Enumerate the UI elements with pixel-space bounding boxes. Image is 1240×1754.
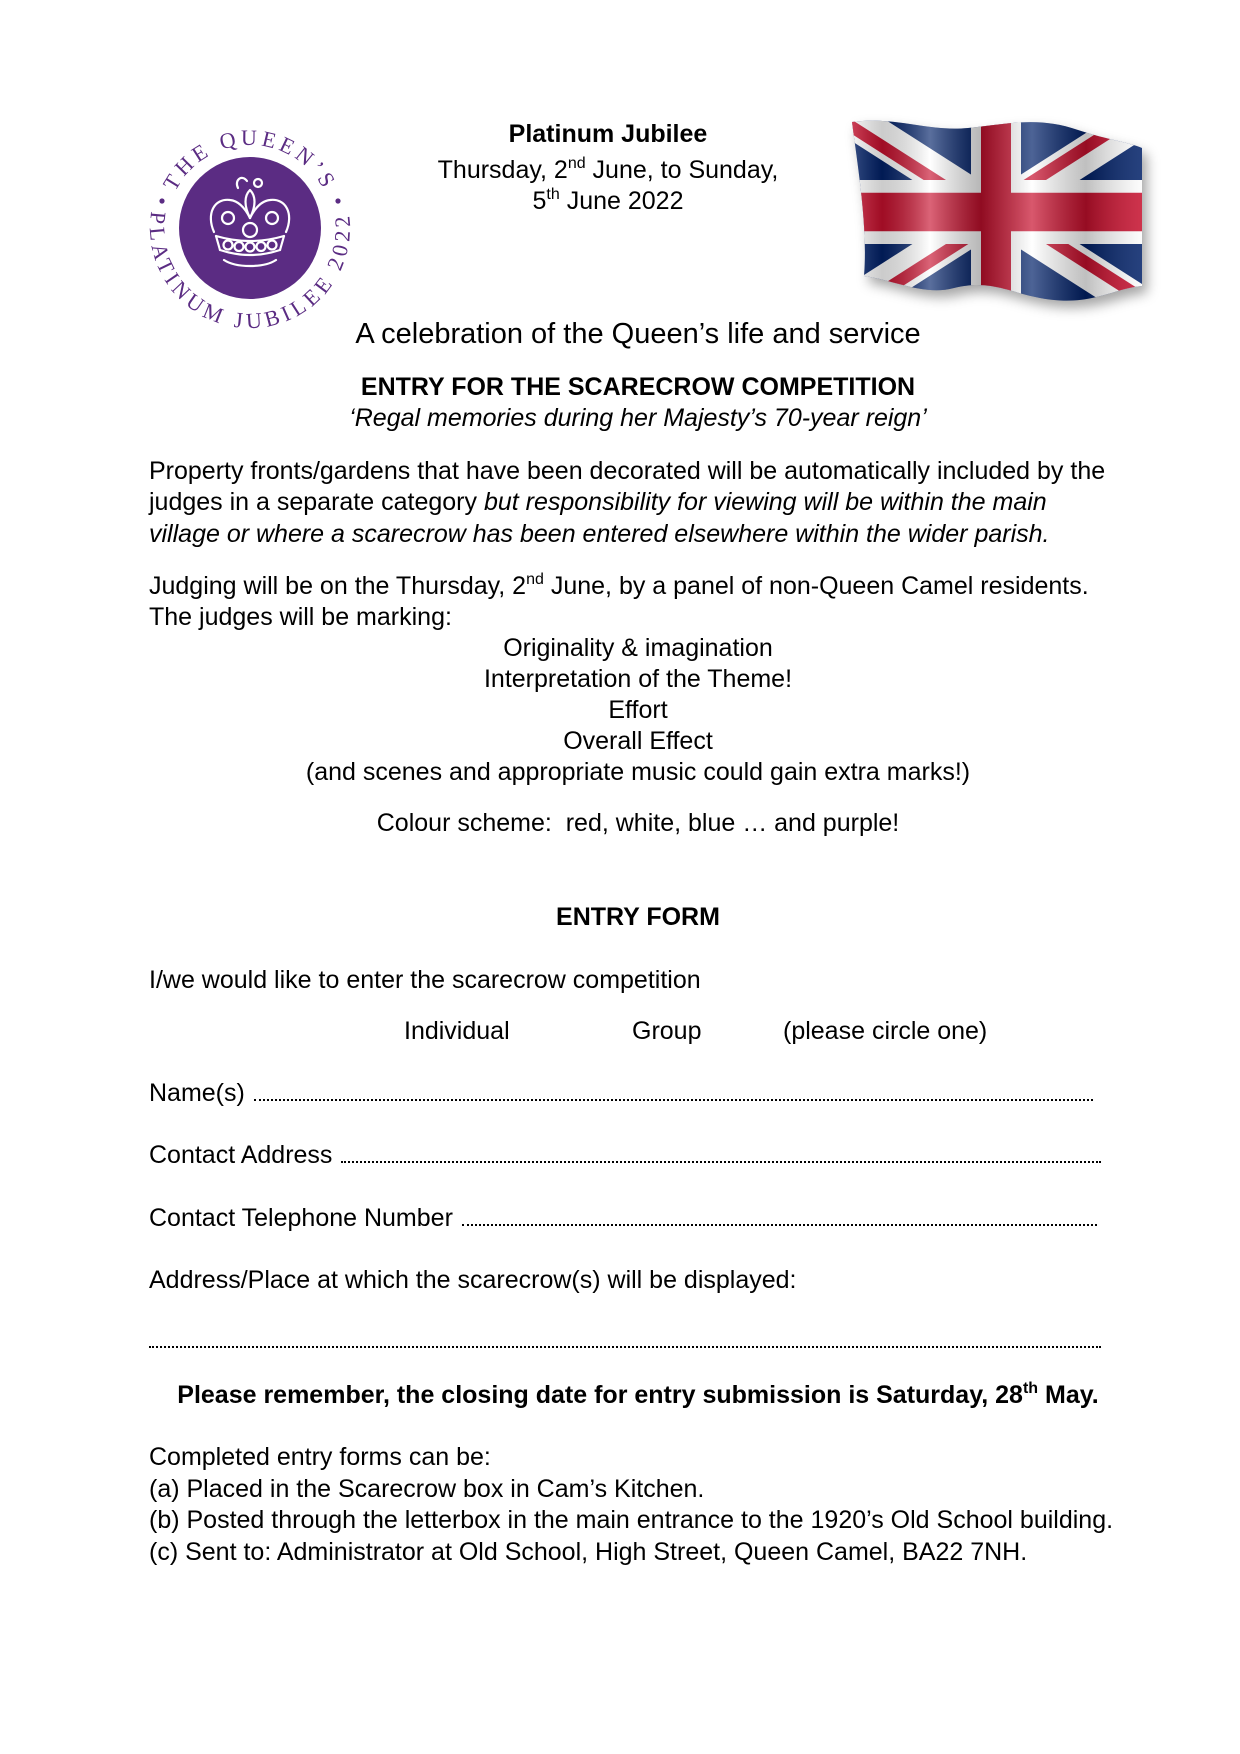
closing-ordinal: th [1022,1380,1039,1397]
entry-form-intro: I/we would like to enter the scarecrow competition [149,966,701,994]
contact-telephone-label: Contact Telephone Number [149,1204,453,1232]
judging-line-2: The judges will be marking: [149,603,452,631]
closing-date-reminder [149,1380,1127,1411]
criteria-item: Overall Effect [563,727,713,755]
celebration-heading: A celebration of the Queen’s life and service [355,318,921,350]
entry-form-heading: ENTRY FORM [556,903,720,931]
closing-text-start: Please remember, the closing date for entry submission is Saturday, 28 [177,1381,1023,1409]
display-place-label: Address/Place at which the scarecrow(s) will be displayed: [149,1266,797,1294]
intro-line-1: Property fronts/gardens that have been decorated will be automatically included by the [149,457,1106,485]
names-field [149,1078,1093,1109]
dates-ordinal: th [546,186,560,203]
event-dates-line-1 [408,155,808,186]
contact-telephone-fill-line [462,1223,1097,1226]
submission-option: (c) Sent to: Administrator at Old School, High Street, Queen Camel, BA22 7NH. [149,1538,1028,1566]
emblem-disc [179,157,321,299]
closing-text-end: May. [1038,1381,1099,1409]
judging-ordinal: nd [526,571,544,588]
dates-text-end: June, to Sunday, [585,156,779,184]
display-place-fill-line [149,1345,1101,1348]
competition-theme: ‘Regal memories during her Majesty’s 70-year reign’ [349,404,927,432]
competition-heading: ENTRY FOR THE SCARECROW COMPETITION [360,373,916,401]
dates-text-end: June 2022 [559,187,684,215]
contact-telephone-field [149,1203,1097,1234]
event-dates-line-2 [408,186,808,217]
dates-text-start: Thursday, 2 [437,156,568,184]
judging-text-end: June, by a panel of non-Queen Camel residents. [543,572,1089,600]
dates-text-start: 5 [532,187,547,215]
platinum-jubilee-emblem-icon [140,118,360,338]
submission-intro: Completed entry forms can be: [149,1443,491,1471]
submission-option: (b) Posted through the letterbox in the main entrance to the 1920’s Old School building. [149,1506,1114,1534]
criteria-item: Effort [608,696,668,724]
emblem-ring-top-text: THE QUEEN’S [157,124,343,195]
option-group: Group [632,1017,702,1045]
submission-option: (a) Placed in the Scarecrow box in Cam’s Kitchen. [149,1475,705,1503]
criteria-item: Originality & imagination [503,634,773,662]
contact-address-field [149,1140,1101,1171]
options-note: (please circle one) [783,1017,988,1045]
names-label: Name(s) [149,1079,245,1107]
colour-scheme-note: Colour scheme: red, white, blue … and purple! [376,809,900,837]
intro-text: judges in a separate category [149,488,484,516]
emblem-left-dot [159,198,164,203]
page-title: Platinum Jubilee [508,120,708,148]
contact-address-label: Contact Address [149,1141,333,1169]
judging-text-start: Judging will be on the Thursday, 2 [149,572,527,600]
intro-italic-text: but responsibility for viewing will be within the main [483,488,1047,516]
names-fill-line [254,1098,1093,1101]
bonus-marks-note: (and scenes and appropriate music could gain extra marks!) [305,758,971,786]
option-individual: Individual [404,1017,510,1045]
judging-line-1 [149,571,1089,602]
contact-address-fill-line [341,1160,1101,1163]
criteria-item: Interpretation of the Theme! [483,665,793,693]
emblem-ring-bottom-text: PLATINUM JUBILEE 2022 [144,210,356,334]
dates-ordinal: nd [567,155,586,172]
intro-line-3: village or where a scarecrow has been entered elsewhere within the wider parish. [149,520,1050,548]
emblem-right-dot [335,198,340,203]
union-jack-flag-icon [846,116,1146,308]
intro-line-2 [149,487,1047,518]
